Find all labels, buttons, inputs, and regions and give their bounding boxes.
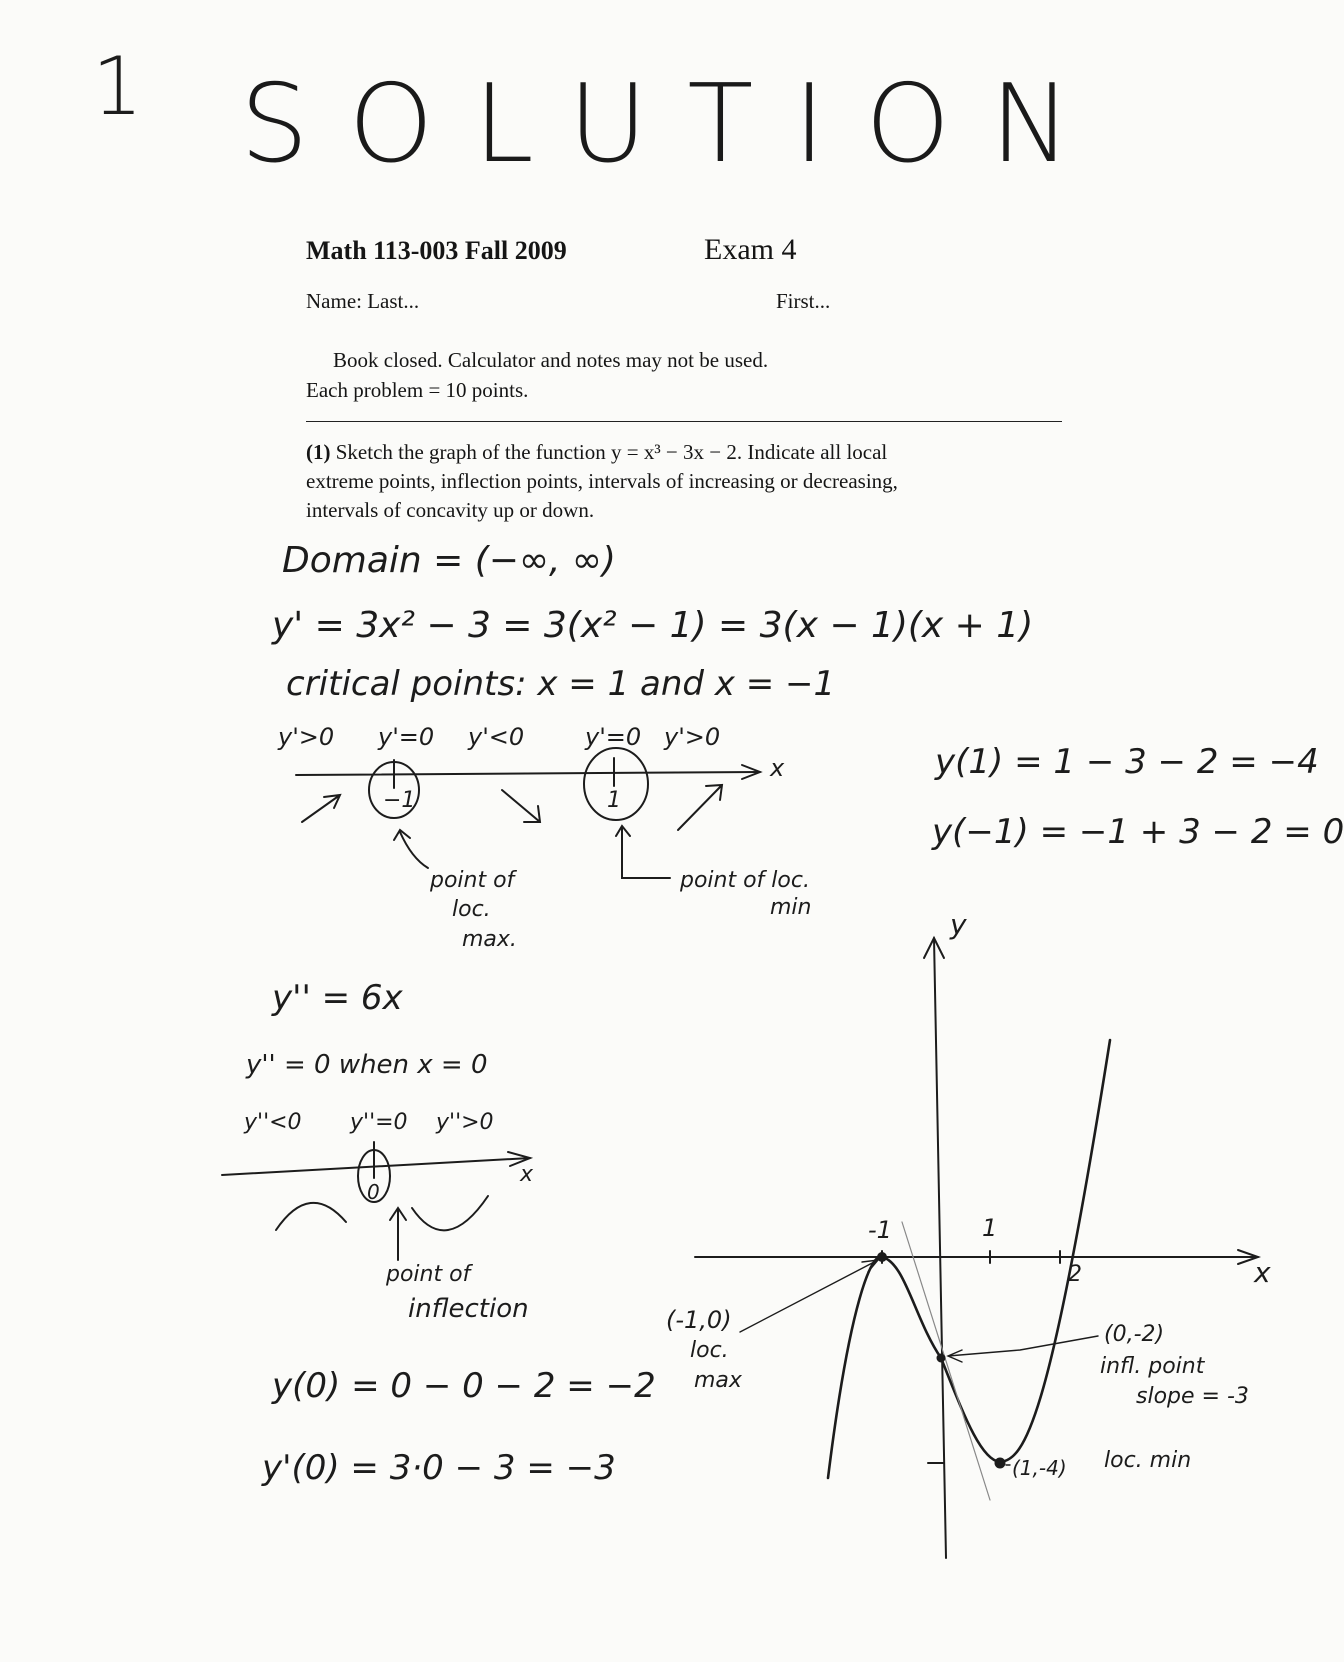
graph-x-label: x <box>1254 1256 1271 1289</box>
note-inflection-2: inflection <box>408 1294 529 1324</box>
sign1-label-2: y'=0 <box>378 723 435 751</box>
tangent-line <box>902 1222 990 1500</box>
sign1-circle-right <box>584 748 648 820</box>
max-point-dot <box>878 1253 886 1261</box>
name-first-field: First... <box>776 289 831 313</box>
pointer-max <box>394 830 428 868</box>
sign2-label-1: y''<0 <box>244 1110 302 1135</box>
y-at-1: y(1) = 1 − 3 − 2 = −4 <box>935 742 1319 782</box>
sign2-label-3: y''>0 <box>436 1110 494 1135</box>
exam-title: Exam 4 <box>704 233 797 266</box>
max-point-loc: loc. <box>690 1338 729 1363</box>
decreasing-arrow <box>502 790 540 822</box>
y-at-minus1: y(−1) = −1 + 3 − 2 = 0 <box>932 812 1344 852</box>
max-point-label: (-1,0) <box>666 1306 732 1334</box>
arrow-to-inflection <box>948 1336 1098 1362</box>
sign1-tick-minus1: −1 <box>383 788 416 813</box>
sign1-label-5: y'>0 <box>664 723 721 751</box>
min-point-dot <box>996 1459 1005 1468</box>
instructions-line-1: Book closed. Calculator and notes may not be used. <box>333 348 769 372</box>
name-last-field: Name: Last... <box>306 289 420 313</box>
page-number: 1 <box>92 40 143 133</box>
note-max-1: point of <box>430 868 515 893</box>
increasing-arrow-left <box>302 795 340 822</box>
inflection-label-1: (0,-2) <box>1104 1322 1165 1347</box>
second-derivative-zero: y'' = 0 when x = 0 <box>246 1050 488 1080</box>
sign1-label-1: y'>0 <box>278 723 335 751</box>
graph-y-label: y <box>950 908 967 941</box>
min-point-loc-label: loc. min <box>1104 1448 1192 1473</box>
problem-number: (1) <box>306 440 331 464</box>
note-max-2: loc. <box>452 897 491 922</box>
sign1-x-label: x <box>770 754 785 782</box>
sign2-label-2: y''=0 <box>350 1110 408 1135</box>
inflection-label-2: infl. point <box>1100 1354 1205 1379</box>
problem-line-2: extreme points, inflection points, intervals of increasing or decreasing, <box>306 469 898 493</box>
sign1-tick-1: 1 <box>607 788 621 813</box>
note-min-2: min <box>770 895 812 920</box>
note-max-3: max. <box>462 927 517 952</box>
graph-y-axis <box>934 938 946 1558</box>
sign2-tick-0: 0 <box>367 1180 380 1204</box>
graph-tick-minus1: -1 <box>868 1216 892 1244</box>
critical-points-line: critical points: x = 1 and x = −1 <box>286 664 836 704</box>
y-at-0: y(0) = 0 − 0 − 2 = −2 <box>272 1366 656 1406</box>
concave-down-arc <box>276 1203 346 1230</box>
inflection-point-dot <box>938 1355 945 1362</box>
concave-up-arc <box>412 1196 488 1230</box>
note-inflection-1: point of <box>386 1262 471 1287</box>
sign1-axis <box>296 772 760 775</box>
course-title: Math 113-003 Fall 2009 <box>306 236 567 265</box>
max-point-max: max <box>694 1368 742 1393</box>
inflection-label-3: slope = -3 <box>1136 1384 1249 1409</box>
handwritten-title: SOLUTION <box>240 62 1112 187</box>
problem-text-1: Sketch the graph of the function y = x³ − 3x − 2. Indicate all local <box>335 440 888 464</box>
sign2-axis <box>222 1158 530 1175</box>
domain-line: Domain = (−∞, ∞) <box>282 540 616 581</box>
pointer-inflection <box>390 1208 406 1260</box>
function-curve <box>828 1040 1110 1478</box>
instructions-line-2: Each problem = 10 points. <box>306 378 529 402</box>
problem-line-3: intervals of concavity up or down. <box>306 498 595 522</box>
second-derivative: y'' = 6x <box>272 978 403 1018</box>
yprime-at-0: y'(0) = 3·0 − 3 = −3 <box>262 1448 616 1488</box>
increasing-arrow-right <box>678 785 722 830</box>
sign2-x-label: x <box>520 1162 534 1187</box>
sign1-label-3: y'<0 <box>468 723 525 751</box>
min-point-label: (1,-4) <box>1012 1456 1067 1480</box>
graph-tick-2: 2 <box>1068 1262 1082 1287</box>
graph-tick-1: 1 <box>982 1214 998 1242</box>
arrow-to-max <box>740 1260 878 1332</box>
note-min-1: point of loc. <box>680 868 810 893</box>
pointer-min <box>616 826 670 878</box>
derivative-line: y' = 3x² − 3 = 3(x² − 1) = 3(x − 1)(x + 1) <box>272 605 1034 646</box>
sign1-label-4: y'=0 <box>585 723 642 751</box>
